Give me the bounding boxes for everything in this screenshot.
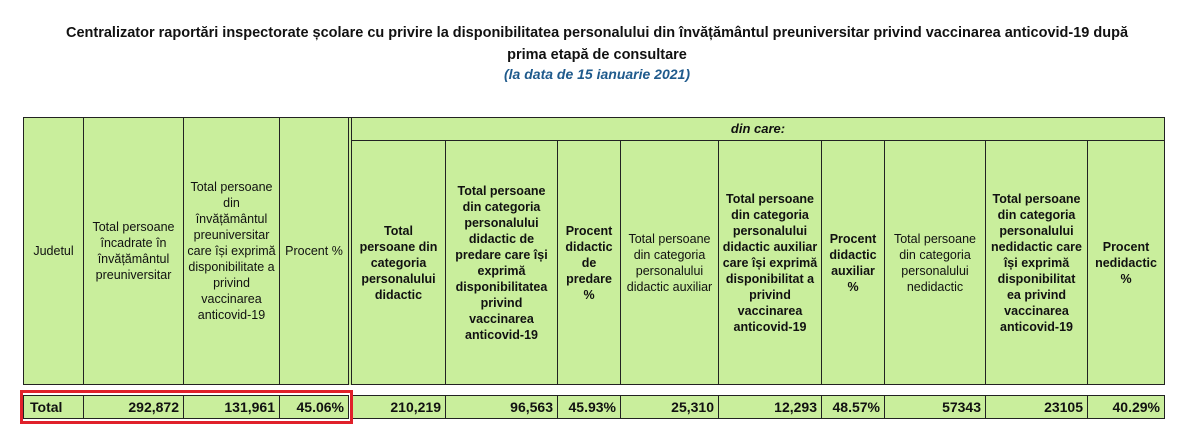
value-total-didactic-disp: 96,563 [446,396,558,419]
header-total-disponibile: Total persoane din învățământul preuniversitar care își exprimă disponibilitate a privind vaccinarea anticovid-19 [184,118,280,385]
document-subtitle: (la data de 15 ianuarie 2021) [504,66,690,82]
table-row [24,396,1165,419]
value-procent-didactic: 45.93% [558,396,621,419]
header-total-incadrate: Total persoane încadrate în învățământul preuniversitar [84,118,184,385]
value-total-nedidactic: 57343 [885,396,986,419]
header-total-nedidactic: Total persoane din categoria personalului nedidactic [885,141,986,385]
header-total-didactic-disp: Total persoane din categoria personalului didactic de predare care își exprimă disponibilitatea privind vaccinarea anticovid-19 [446,141,558,385]
header-total-nedidactic-disp: Total persoane din categoria personalului nedidactic care își exprimă disponibilitat ea privind vaccinarea anticovid-19 [986,141,1088,385]
header-procent-nedidactic: Procent nedidactic % [1088,141,1165,385]
header-din-care: din care: [352,118,1165,141]
value-total-disponibile: 131,961 [184,396,280,419]
title-line-1: Centralizator raportări inspectorate școlare cu privire la disponibilitatea personalului din învățământul preuniversitar privind vaccinarea anticovid-19 după [65,25,1129,41]
value-procent-auxiliar: 48.57% [822,396,885,419]
value-total-didactic: 210,219 [352,396,446,419]
total-row-table [23,395,1165,419]
header-judetul: Judetul [24,118,84,385]
total-label: Total [24,396,84,419]
header-total-auxiliar-disp: Total persoane din categoria personalului didactic auxiliar care își exprimă disponibilitat a privind vaccinarea anticovid-19 [719,141,822,385]
header-procent-didactic: Procent didactic de predare % [558,141,621,385]
value-total-incadrate: 292,872 [84,396,184,419]
header-total-auxiliar: Total persoane din categoria personalului didactic auxiliar [621,141,719,385]
header-table [23,117,1165,385]
value-procent-nedidactic: 40.29% [1088,396,1165,419]
header-total-didactic: Total persoane din categoria personalului didactic [352,141,446,385]
document-title [0,22,1194,66]
value-procent: 45.06% [280,396,349,419]
value-total-auxiliar: 25,310 [621,396,719,419]
value-total-auxiliar-disp: 12,293 [719,396,822,419]
header-procent-auxiliar: Procent didactic auxiliar % [822,141,885,385]
header-procent: Procent % [280,118,349,385]
value-total-nedidactic-disp: 23105 [986,396,1088,419]
title-line-2: prima etapă de consultare [507,47,687,63]
